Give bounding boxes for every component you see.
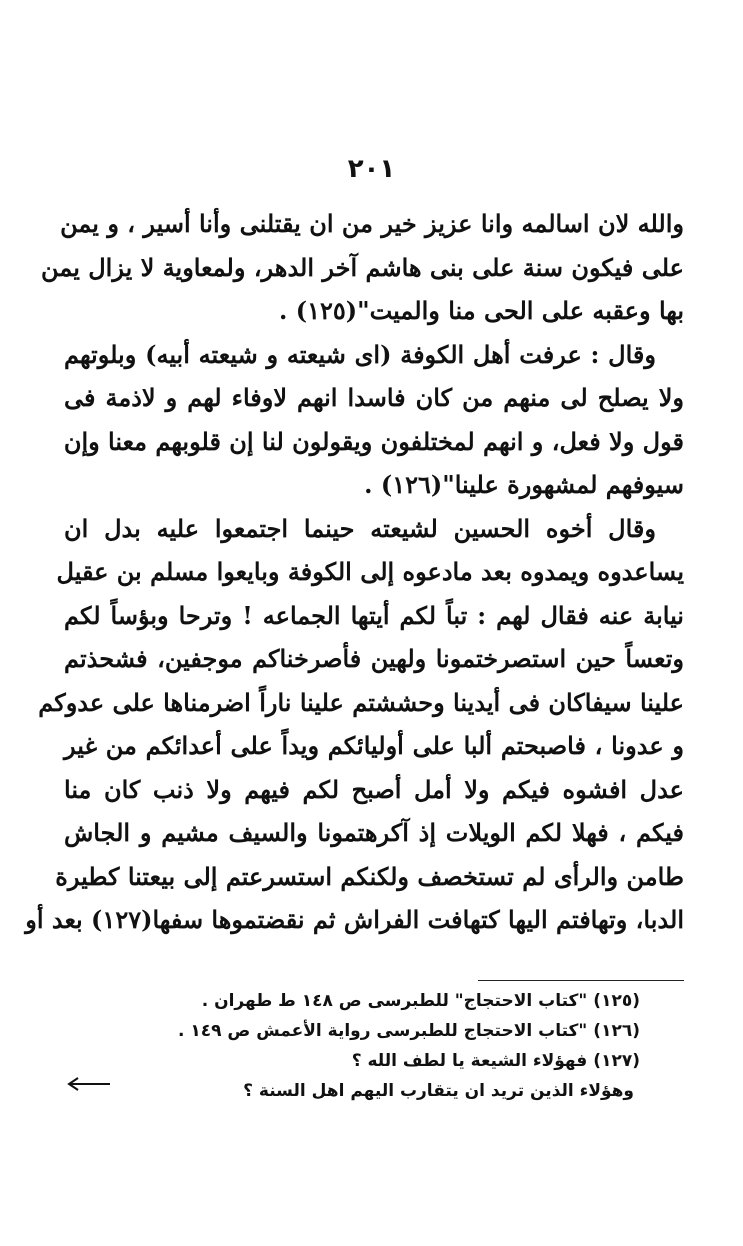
page-number: ٢٠١ <box>347 154 396 184</box>
footnote <box>100 1046 640 1076</box>
footnote-text: "كتاب الاحتجاج للطبرسى رواية الأعمش ص ١٤٩ . <box>177 1021 588 1041</box>
text-line: الدبا، وتهافتم اليها كتهافت الفراش ثم نقضتموها سفها(١٢٧) بعد أو <box>25 905 684 934</box>
left-arrow-icon <box>64 1074 112 1094</box>
footnotes <box>100 986 640 1106</box>
text-line: طامن والرأى لم تستخصف ولكنكم استسرعتم إلى بيعتنا كطيرة <box>55 861 684 891</box>
footnote-divider <box>478 980 684 981</box>
text-line: علينا سيفاكان فى أيدينا وحششتم علينا ناراً اضرمناها على عدوكم <box>38 687 684 717</box>
text-line: عدل افشوه فيكم ولا أمل أصبح لكم فيهم ولا ذنب كان منا <box>64 774 684 804</box>
text-line: على فيكون سنة على بنى هاشم آخر الدهر، ولمعاوية لا يزال يمن <box>41 252 684 282</box>
main-text <box>25 202 684 942</box>
text-line: بها وعقبه على الحى منا والميت"(١٢٥) . <box>278 296 684 325</box>
footnote <box>100 1016 640 1046</box>
text-line: ولا يصلح لى منهم من كان فاسدا انهم لاوفاء لهم و لاذمة فى <box>64 383 684 412</box>
paragraph-start-line: وقال : عرفت أهل الكوفة (اى شيعته و شيعته أبيه) وبلوتهم <box>64 339 656 369</box>
text-line: وتعساً حين استصرختمونا ولهين فأصرخناكم موجفين، فشحذتم <box>64 644 684 673</box>
text-line: فيكم ، فهلا لكم الويلات إذ آكرهتمونا والسيف مشيم و الجاش <box>64 818 684 847</box>
text-line: والله لان اسالمه وانا عزيز خير من ان يقتلنى وأنا أسير ، و يمن <box>60 209 684 238</box>
footnote-number: (١٢٦) <box>593 1021 640 1041</box>
footnote-number: (١٢٥) <box>593 991 640 1011</box>
footnote <box>100 986 640 1016</box>
footnote-text: وهؤلاء الذين تريد ان يتقارب اليهم اهل السنة ؟ <box>243 1081 634 1101</box>
footnote <box>100 1076 640 1106</box>
footnote-number: (١٢٧) <box>593 1051 640 1071</box>
text-line: يساعدوه ويمدوه بعد مادعوه إلى الكوفة وبايعوا مسلم بن عقيل <box>56 557 684 586</box>
footnote-text: فهؤلاء الشيعة يا لطف الله ؟ <box>351 1051 588 1071</box>
text-line: و عدونا ، فاصبحتم ألبا على أوليائكم ويداً على أعدائكم من غير <box>64 731 684 760</box>
footnote-text: "كتاب الاحتجاج" للطبرسى ص ١٤٨ ط طهران . <box>201 991 588 1011</box>
text-line: قول ولا فعل، و انهم لمختلفون ويقولون لنا إن قلوبهم معنا وإن <box>63 426 684 456</box>
text-line: نيابة عنه فقال لهم : تباً لكم أيتها الجماعه ! وترحا وبؤساً لكم <box>64 600 684 630</box>
paragraph-start-line: وقال أخوه الحسين لشيعته حينما اجتمعوا عليه بدل ان <box>64 513 656 543</box>
text-line: سيوفهم لمشهورة علينا"(١٢٦) . <box>364 470 684 499</box>
